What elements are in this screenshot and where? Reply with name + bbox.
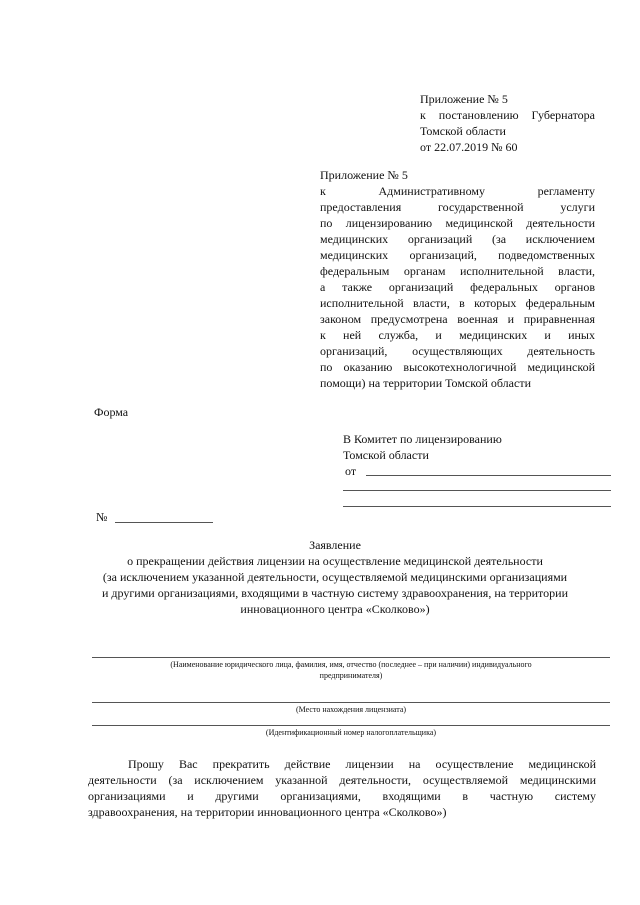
appendix-reg-line: по оказанию высокотехнологичной медицинской bbox=[320, 360, 595, 374]
appendix-reg-title: Приложение № 5 bbox=[320, 168, 408, 182]
from-label: от bbox=[345, 464, 357, 478]
appendix-reg-line: по лицензированию медицинской деятельности bbox=[320, 216, 595, 230]
appendix-top-line: Приложение № 5 bbox=[420, 92, 508, 106]
location-field-line[interactable] bbox=[92, 702, 610, 703]
name-field-line[interactable] bbox=[92, 657, 610, 658]
statement-line: (за исключением указанной деятельности, осуществляемой медицинскими организациями bbox=[102, 570, 568, 584]
inn-field-line[interactable] bbox=[92, 725, 610, 726]
appendix-reg-line: к Административному регламенту bbox=[320, 184, 595, 198]
from-field-line-3[interactable] bbox=[343, 506, 611, 507]
appendix-top-line: от 22.07.2019 № 60 bbox=[420, 140, 518, 154]
appendix-reg-last-line: помощи) на территории Томской области bbox=[320, 376, 531, 390]
request-line: Прошу Вас прекратить действие лицензии на осуществление медицинской bbox=[128, 757, 596, 771]
request-last-line: здравоохранения, на территории инновационного центра «Сколково») bbox=[88, 805, 447, 819]
from-field-line-2[interactable] bbox=[343, 490, 611, 491]
appendix-reg-line: медицинских организаций, подведомственных bbox=[320, 248, 595, 262]
name-caption-line: предпринимателя) bbox=[319, 671, 383, 680]
appendix-reg-line: исполнительной власти, в которых федеральным bbox=[320, 296, 595, 310]
appendix-reg-line: федеральным органам исполнительной власти, bbox=[320, 264, 595, 278]
statement-line: и другими организациями, входящими в частную систему здравоохранения, на территории bbox=[101, 586, 568, 600]
appendix-top bbox=[420, 91, 595, 155]
appendix-top-line: к постановлению Губернатора bbox=[420, 108, 595, 122]
appendix-reg-line: организаций, осуществляющих деятельность bbox=[320, 344, 595, 358]
request-line: деятельности (за исключением указанной деятельности, осуществляемой медицинскими bbox=[88, 773, 596, 787]
appendix-reg-line: к ней служба, и медицинских и иных bbox=[320, 328, 595, 342]
number-field-line[interactable] bbox=[115, 522, 213, 523]
addressee bbox=[343, 431, 613, 479]
inn-caption: (Идентификационный номер налогоплательщика) bbox=[265, 728, 437, 737]
appendix-reg-line: медицинских организаций (за исключением bbox=[320, 232, 595, 246]
request-paragraph bbox=[88, 756, 596, 820]
statement-title: Заявление bbox=[309, 538, 361, 552]
name-caption-line: (Наименование юридического лица, фамилия, имя, отчество (последнее – при наличии) индивидуального bbox=[170, 660, 532, 669]
appendix-top-line: Томской области bbox=[420, 124, 506, 138]
location-caption: (Место нахождения лицензиата) bbox=[295, 705, 407, 714]
appendix-reg-line: предоставления государственной услуги bbox=[320, 200, 595, 214]
statement-line: инновационного центра «Сколково») bbox=[240, 602, 430, 616]
statement-line: о прекращении действия лицензии на осуществление медицинской деятельности bbox=[127, 554, 543, 568]
name-caption bbox=[92, 659, 610, 681]
number-label: № bbox=[96, 510, 108, 524]
from-field-line[interactable] bbox=[366, 475, 611, 476]
form-label: Форма bbox=[94, 405, 129, 419]
appendix-reg-line: законом предусмотрена военная и приравненная bbox=[320, 312, 595, 326]
addressee-line: Томской области bbox=[343, 448, 429, 462]
request-line: организациями и другими организациями, входящими в частную систему bbox=[88, 789, 596, 803]
appendix-regulation bbox=[320, 167, 595, 391]
statement bbox=[60, 537, 610, 617]
addressee-line: В Комитет по лицензированию bbox=[343, 432, 502, 446]
appendix-reg-line: а также организаций федеральных органов bbox=[320, 280, 595, 294]
